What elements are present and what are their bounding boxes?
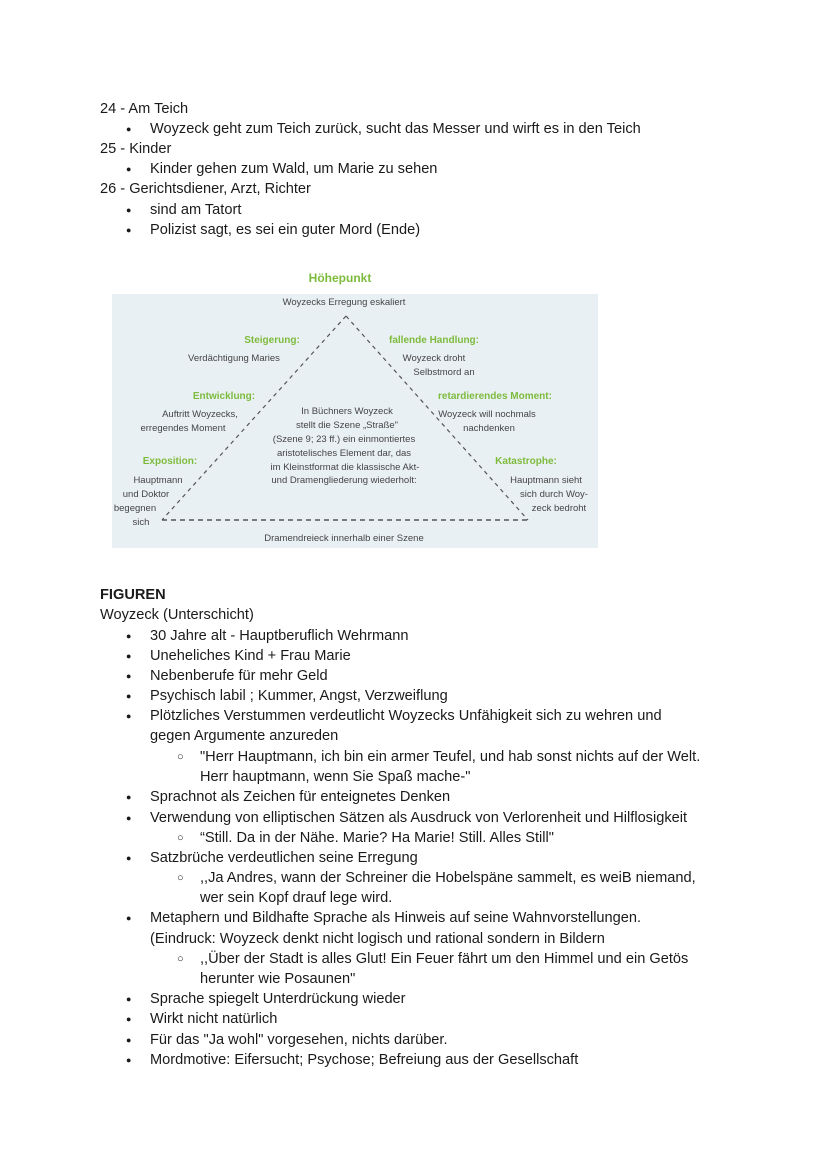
katastrophe-text-2: sich durch Woy- bbox=[520, 489, 588, 500]
scene-26-item-1: ● sind am Tatort bbox=[150, 200, 241, 220]
quote-1: ○ "Herr Hauptmann, ich bin ein armer Teufel, und hab sonst nichts auf der Welt. bbox=[200, 747, 700, 767]
figuren-bullet-3: ● Nebenberufe für mehr Geld bbox=[150, 666, 328, 686]
dramendreieck-svg bbox=[112, 270, 598, 548]
center-text-5: im Kleinstformat die klassische Akt- bbox=[270, 462, 420, 473]
figuren-bullet-11: ● Wirkt nicht natürlich bbox=[150, 1009, 277, 1029]
figuren-bullet-5: ● Plötzliches Verstummen verdeutlicht Woyzecks Unfähigkeit sich zu wehren und bbox=[150, 706, 662, 726]
figuren-bullet-9-cont: (Eindruck: Woyzeck denkt nicht logisch und rational sondern in Bildern bbox=[150, 931, 605, 947]
quote-3-cont: wer sein Kopf drauf lege wird. bbox=[200, 890, 393, 906]
steigerung-text: Verdächtigung Maries bbox=[188, 353, 280, 364]
exposition-text-4: sich bbox=[132, 517, 150, 528]
entwicklung-label: Entwicklung: bbox=[192, 391, 256, 402]
peak-label: Höhepunkt bbox=[308, 271, 372, 285]
scene-24-item: ● Woyzeck geht zum Teich zurück, sucht das Messer und wirft es in den Teich bbox=[150, 119, 641, 139]
quote-4-cont: herunter wie Posaunen" bbox=[200, 971, 356, 987]
fallende-text-2: Selbstmord an bbox=[413, 367, 475, 378]
scene-26-item-2: ● Polizist sagt, es sei ein guter Mord (Ende) bbox=[150, 220, 420, 240]
steigerung-label: Steigerung: bbox=[244, 335, 300, 346]
figuren-bullet-9: ● Metaphern und Bildhafte Sprache als Hinweis auf seine Wahnvorstellungen. bbox=[150, 908, 641, 928]
quote-1-cont: Herr hauptmann, wenn Sie Spaß mache-" bbox=[200, 769, 471, 785]
retard-label: retardierendes Moment: bbox=[438, 391, 552, 402]
diagram-caption: Dramendreieck innerhalb einer Szene bbox=[264, 533, 424, 544]
scene-26-title: 26 - Gerichtsdiener, Arzt, Richter bbox=[100, 181, 311, 197]
scene-25-title: 25 - Kinder bbox=[100, 141, 172, 157]
exposition-text-3: begegnen bbox=[113, 503, 157, 514]
center-text-4: aristotelisches Element dar, das bbox=[276, 448, 412, 459]
figuren-bullet-8: ● Satzbrüche verdeutlichen seine Erregung bbox=[150, 848, 418, 868]
center-text-3: (Szene 9; 23 ff.) ein einmontiertes bbox=[272, 434, 416, 445]
center-text-1: In Büchners Woyzeck bbox=[301, 406, 393, 417]
retard-text-1: Woyzeck will nochmals bbox=[438, 409, 536, 420]
entwicklung-text-2: erregendes Moment bbox=[140, 423, 226, 434]
quote-4: ○ ,,Über der Stadt is alles Glut! Ein Feuer fährt um den Himmel und ein Getös bbox=[200, 949, 688, 969]
entwicklung-text-1: Auftritt Woyzecks, bbox=[162, 409, 238, 420]
center-text-6: und Dramengliederung wiederholt: bbox=[271, 475, 417, 486]
figuren-bullet-5-cont: gegen Argumente anzureden bbox=[150, 728, 339, 744]
katastrophe-text-1: Hauptmann sieht bbox=[510, 475, 582, 486]
dramendreieck-diagram bbox=[112, 270, 598, 548]
fallende-label: fallende Handlung: bbox=[389, 335, 479, 346]
figuren-bullet-13: ● Mordmotive: Eifersucht; Psychose; Befreiung aus der Gesellschaft bbox=[150, 1050, 578, 1070]
figuren-bullet-1: ● 30 Jahre alt - Hauptberuflich Wehrmann bbox=[150, 626, 409, 646]
retard-text-2: nachdenken bbox=[463, 423, 515, 434]
center-text-2: stellt die Szene „Straße" bbox=[295, 420, 399, 431]
figuren-bullet-4: ● Psychisch labil ; Kummer, Angst, Verzweiflung bbox=[150, 686, 448, 706]
katastrophe-text-3: zeck bedroht bbox=[531, 503, 587, 514]
woyzeck-subheading: Woyzeck (Unterschicht) bbox=[100, 607, 254, 623]
figuren-bullet-2: ● Uneheliches Kind + Frau Marie bbox=[150, 646, 351, 666]
figuren-heading: FIGUREN bbox=[100, 587, 166, 603]
figuren-bullet-6: ● Sprachnot als Zeichen für enteignetes Denken bbox=[150, 787, 450, 807]
figuren-bullet-10: ● Sprache spiegelt Unterdrückung wieder bbox=[150, 989, 406, 1009]
quote-2: ○ “Still. Da in der Nähe. Marie? Ha Marie! Still. Alles Still" bbox=[200, 828, 554, 848]
fallende-text-1: Woyzeck droht bbox=[402, 353, 466, 364]
scene-25-item: ● Kinder gehen zum Wald, um Marie zu sehen bbox=[150, 159, 437, 179]
peak-text: Woyzecks Erregung eskaliert bbox=[282, 297, 406, 308]
exposition-text-1: Hauptmann bbox=[133, 475, 183, 486]
exposition-text-2: und Doktor bbox=[122, 489, 170, 500]
katastrophe-label: Katastrophe: bbox=[495, 456, 557, 467]
scene-24-title: 24 - Am Teich bbox=[100, 101, 189, 117]
quote-3: ○ ,,Ja Andres, wann der Schreiner die Hobelspäne sammelt, es weiB niemand, bbox=[200, 868, 696, 888]
figuren-bullet-7: ● Verwendung von elliptischen Sätzen als Ausdruck von Verlorenheit und Hilflosigkeit bbox=[150, 808, 687, 828]
figuren-bullet-12: ● Für das "Ja wohl" vorgesehen, nichts darüber. bbox=[150, 1030, 448, 1050]
exposition-label: Exposition: bbox=[142, 456, 198, 467]
